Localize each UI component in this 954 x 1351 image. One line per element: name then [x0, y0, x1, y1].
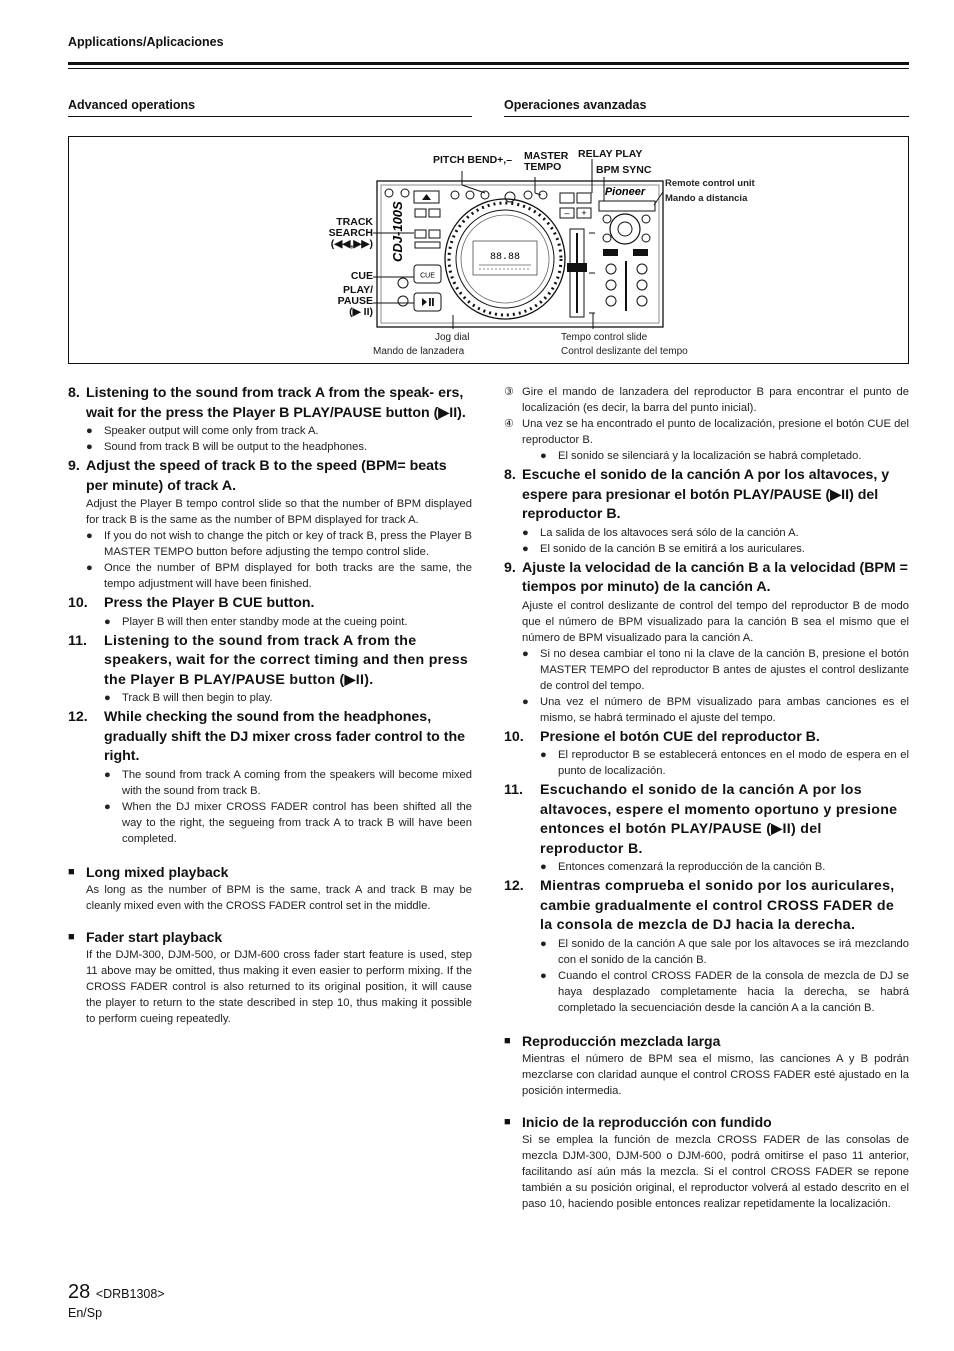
subheading-long-mixed: ■ Long mixed playback — [68, 863, 229, 880]
paso-12: 12. Mientras comprueba el sonido por los auriculares, cambie gradualmente el control CROSS FADER de la consola de mezcla de DJ hacia la derecha. — [504, 878, 895, 933]
svg-text:88.88: 88.88 — [489, 252, 521, 263]
player-illustration — [69, 137, 908, 363]
bullet: ● Once the number of BPM displayed for both tracks are the same, the tempo adjustment will have been finished. — [86, 562, 472, 590]
callout-remote-en: Remote control unit — [665, 178, 755, 189]
caption-jog-en: Jog dial — [435, 332, 470, 343]
bullet: ● Una vez el número de BPM visualizado para ambas canciones es el mismo, se habrá terminado el ajuste del tempo. — [522, 695, 909, 724]
caption-jog-es: Mando de lanzadera — [373, 346, 465, 357]
svg-text:+: + — [581, 208, 587, 218]
callout-pitch-bend: PITCH BEND+,– — [433, 154, 513, 166]
left-column — [68, 382, 472, 1027]
mezclada-larga-body: Mientras el número de BPM sea el mismo, las canciones A y B podrán mezclarse con claridad aunque el control CROSS FADER esté ajustado en la posición intermedia. — [522, 1052, 909, 1097]
long-mixed-body: As long as the number of BPM is the same, track A and track B may be cleanly mixed even with the CROSS FADER control set in the middle. — [86, 883, 472, 912]
paso-8: 8. Escuche el sonido de la canción A por los altavoces, y espere para presionar el botón PLAY/PAUSE (▶II) del reproductor B. — [504, 467, 890, 522]
callout-cue: CUE — [350, 270, 373, 282]
bullet: ● El reproductor B se establecerá entonces en el modo de espera en el punto de localización. — [540, 749, 909, 777]
callout-play-pause: PLAY/ PAUSE (▶ II) — [337, 284, 373, 318]
bullet: ● Track B will then begin to play. — [104, 692, 273, 704]
callout-master-tempo: MASTER TEMPO — [524, 150, 569, 173]
bullet: ● Speaker output will come only from track A. — [86, 425, 319, 437]
step-9-body: Adjust the Player B tempo control slide so that the number of BPM displayed for track B is the same as the number of BPM displayed for track A. — [86, 498, 472, 526]
header-rule-thin — [68, 68, 909, 69]
callout-remote-es: Mando a distancia — [665, 193, 748, 204]
subheading-fader-start: ■ Fader start playback — [68, 928, 223, 945]
bullet: ● Entonces comenzará la reproducción de la canción B. — [540, 861, 826, 873]
bullet: ● If you do not wish to change the pitch or key of track B, press the Player B MASTER TEMPO button before adjusting the tempo control slide. — [86, 530, 472, 558]
callout-bpm-sync: BPM SYNC — [596, 164, 652, 176]
numbered-item: ④ Una vez se ha encontrado el punto de localización, presione el botón CUE del reproductor B. — [504, 418, 909, 446]
header-rule — [68, 62, 909, 65]
bullet: ● Sound from track B will be output to the headphones. — [86, 441, 368, 453]
bullet: ● La salida de los altavoces será sólo de la canción A. — [522, 526, 799, 539]
subheading-inicio-fundido: ■ Inicio de la reproducción con fundido — [504, 1113, 772, 1130]
inicio-fundido-body: Si se emplea la función de mezcla CROSS FADER de las consolas de mezcla DJM-300, DJM-500 o DJM-600, podrá omitirse el paso 11 anterior, facilitando así aún más la mezcla. Si el control CROSS FADER se repone también a su posición original, el reproductor volverá al estado descrito en el paso 10, haciendo posible entonces realizar repetidamente la localización. — [522, 1133, 909, 1210]
caption-tempo-en: Tempo control slide — [561, 332, 648, 343]
step-11: 11. Listening to the sound from track A from the speakers, wait for the correct timing and then press the Player B PLAY/PAUSE button (▶II). — [68, 632, 469, 688]
paso-9: 9. Ajuste la velocidad de la canción B a la velocidad (BPM = tiempos por minuto) de la canción A. — [504, 559, 908, 595]
language-code: En/Sp — [68, 1306, 103, 1320]
bullet: ● El sonido de la canción B se emitirá a los auriculares. — [522, 542, 805, 555]
numbered-item: ③ Gire el mando de lanzadera del reproductor B para encontrar el punto de localización (es decir, la barra del punto inicial). — [504, 386, 909, 414]
bullet: ● When the DJ mixer CROSS FADER control has been shifted all the way to the right, the segueing from track A to track B will have been completed. — [104, 800, 472, 845]
step-10: 10. Press the Player B CUE button. — [68, 595, 315, 611]
doc-code: <DRB1308> — [95, 1287, 165, 1301]
section-title-right: Operaciones avanzadas — [504, 98, 909, 117]
callout-relay-play: RELAY PLAY — [578, 148, 643, 160]
caption-tempo-es: Control deslizante del tempo — [561, 346, 688, 357]
step-9: 9. Adjust the speed of track B to the speed (BPM= beats per minute) of track A. — [68, 458, 447, 494]
paso-9-body: Ajuste el control deslizante de control del tempo del reproductor B de modo que el número de BPM visualizado para la canción B sea el mismo que el número de BPM visualizado para la canción A. — [522, 599, 909, 644]
brand-logo: Pioneer — [604, 186, 646, 198]
header-title: Applications/Aplicaciones — [68, 35, 224, 49]
section-title-left: Advanced operations — [68, 98, 472, 117]
step-8: 8. Listening to the sound from track A from the speak- ers, wait for the press the Player B PLAY/PAUSE button (▶II). — [68, 385, 466, 421]
subheading-mezclada-larga: ■ Reproducción mezclada larga — [504, 1032, 721, 1049]
callout-track-search: TRACK SEARCH (◀◀,▶▶) — [328, 216, 373, 250]
model-label: CDJ-100S — [390, 201, 405, 262]
step-12: 12. While checking the sound from the headphones, gradually shift the DJ mixer cross fader control to the right. — [68, 709, 466, 764]
right-column — [504, 384, 909, 1212]
bullet: ● El sonido de la canción A que sale por los altavoces se irá mezclando con el sonido de la canción B. — [540, 937, 909, 966]
bullet: ● Si no desea cambiar el tono ni la clave de la canción B, presione el botón MASTER TEMPO del reproductor B antes de ajustes el control deslizante de control del tempo. — [522, 647, 909, 692]
paso-11: 11. Escuchando el sonido de la canción A por los altavoces, espere el momento oportuno y presione entonces el botón PLAY/PAUSE (▶II) del reproductor B. — [504, 782, 898, 857]
bullet: ● Cuando el control CROSS FADER de la consola de mezcla de DJ se haya desplazado completamente hacia la derecha, se habrá completado la secuenciación desde la canción A a la canción B. — [540, 969, 909, 1014]
svg-text:–: – — [564, 208, 570, 218]
page-number: 28 <DRB1308> — [68, 1281, 165, 1303]
bullet: ● El sonido se silenciará y la localización se habrá completado. — [540, 450, 862, 462]
bullet: ● The sound from track A coming from the speakers will become mixed with the sound from track B. — [104, 768, 472, 797]
player-figure — [68, 136, 909, 364]
bullet: ● Player B will then enter standby mode at the cueing point. — [104, 615, 408, 628]
svg-text:CUE: CUE — [420, 272, 435, 280]
fader-start-body: If the DJM-300, DJM-500, or DJM-600 cross fader start feature is used, step 11 above may be omitted, thus making it even easier to perform mixing. If the CROSS FADER control is also returned to its original position, it will cause the player to return to the state described in step 10, thus making it possible to perform cueing repeatedly. — [86, 948, 472, 1025]
paso-10: 10. Presione el botón CUE del reproductor B. — [504, 728, 820, 745]
